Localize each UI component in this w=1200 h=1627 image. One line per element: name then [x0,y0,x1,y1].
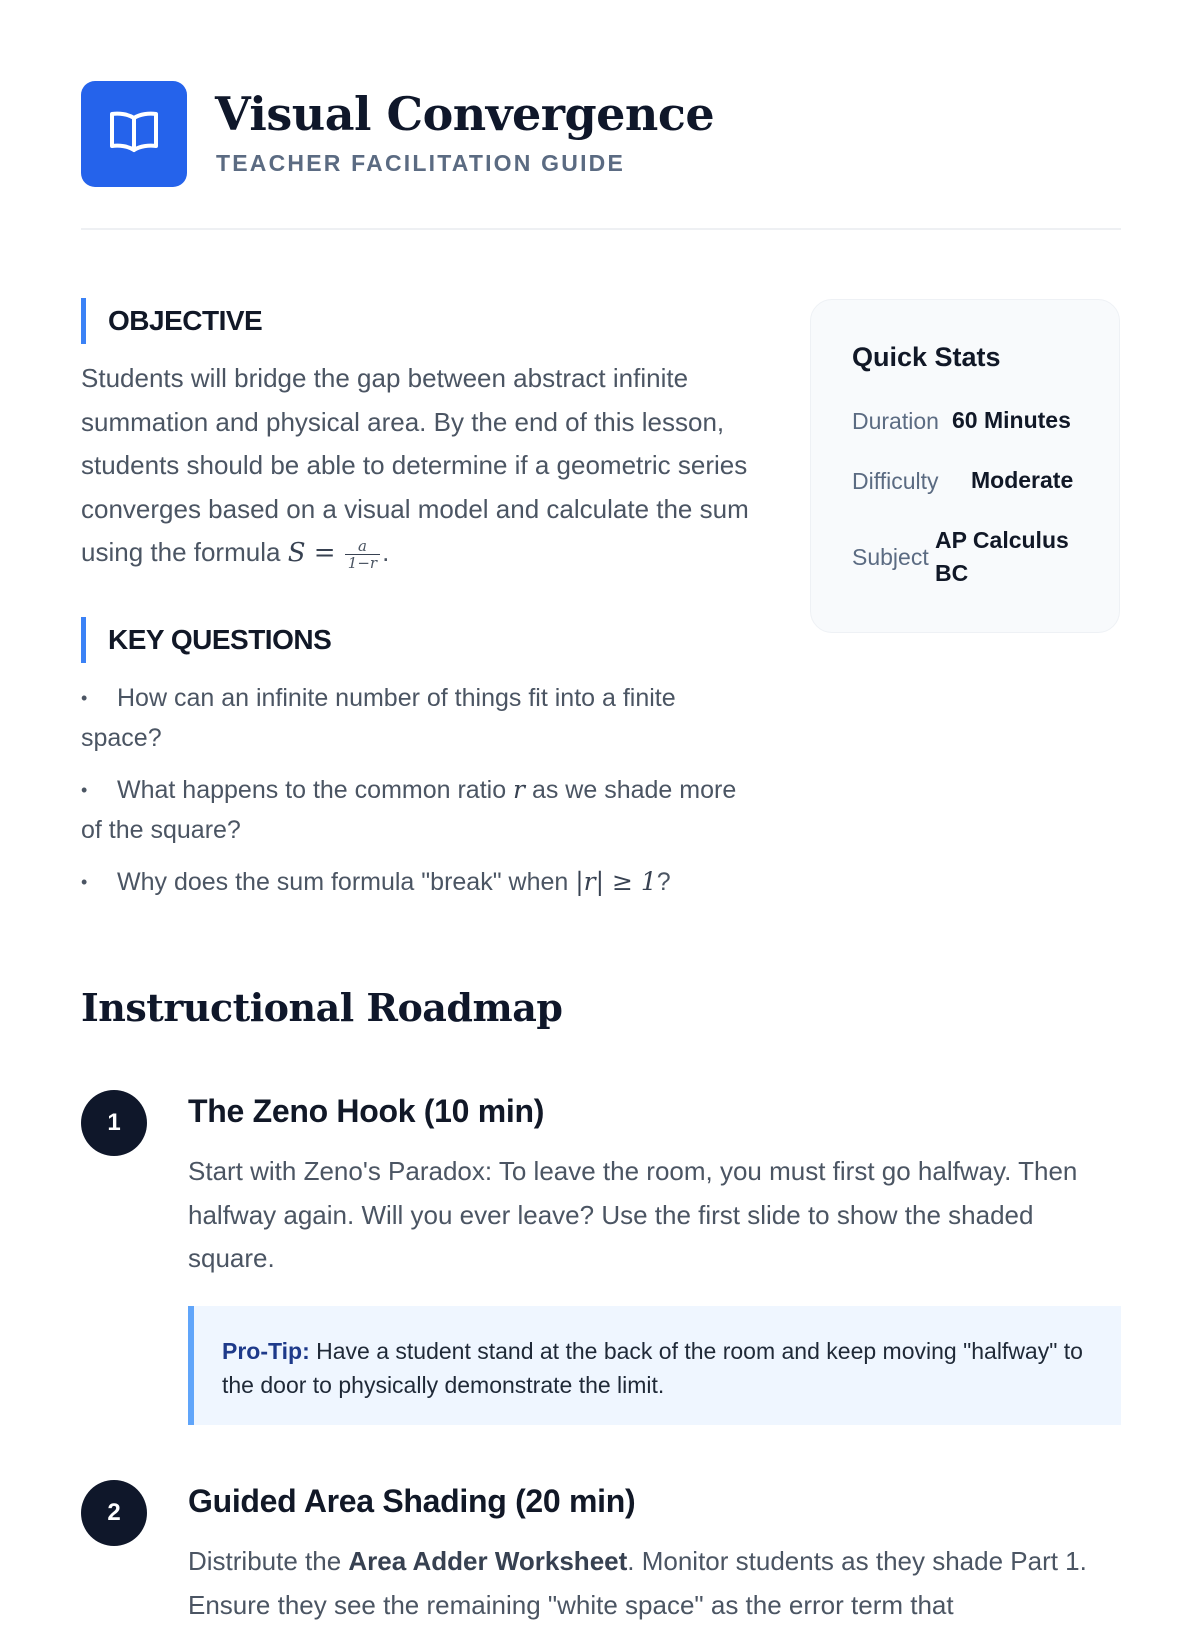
step-description: Start with Zeno's Paradox: To leave the room, you must first go halfway. Then halfway again. Will you ever leave? Use the first slide to show the shaded square. [188,1156,1078,1273]
quick-stats-card [810,299,1120,633]
header-divider [81,228,1121,230]
difficulty-label: Difficulty [852,468,939,494]
subject-label: Subject [852,544,929,570]
difficulty-value: Moderate [971,467,1074,493]
formula-fraction [345,538,380,571]
step-number-badge: 1 [81,1090,147,1156]
math-abs-r: |r| ≥ 1 [575,867,657,896]
page-subtitle: TEACHER FACILITATION GUIDE [216,150,626,176]
quick-stats-title: Quick Stats [852,342,1001,372]
subject-value: AP Calculus BC [935,527,1069,586]
step-description: Distribute the Area Adder Worksheet. Monitor students as they shade Part 1. Ensure they see the remaining "white space" as the error term that [188,1546,1087,1620]
step-title: The Zeno Hook (10 min) [188,1093,545,1129]
duration-value: 60 Minutes [952,407,1071,433]
open-book-icon [108,110,160,159]
formula-end: . [382,537,390,567]
objective-body: Students will bridge the gap between abstract infinite summation and physical area. By the end of this lesson, students should be able to determine if a geometric series converges based on a visual model and calculate the sum using the formula [81,363,749,567]
list-item: • How can an infinite number of things fit into a finite space? [81,684,676,752]
formula-lhs: S = [287,538,336,568]
page-title: Visual Convergence [215,87,715,141]
step-title: Guided Area Shading (20 min) [188,1483,636,1519]
key-questions-heading: KEY QUESTIONS [81,617,331,663]
worksheet-name: Area Adder Worksheet [348,1546,628,1576]
step-number-badge: 2 [81,1480,147,1546]
logo [81,81,187,187]
objective-text [81,357,771,576]
list-item: • What happens to the common ratio r as we shade more of the square? [81,775,737,844]
objective-heading: OBJECTIVE [81,298,262,344]
pro-tip-label: Pro-Tip: [222,1338,310,1364]
pro-tip-callout [188,1306,1121,1425]
math-r: r [513,775,525,804]
pro-tip-text: Have a student stand at the back of the room and keep moving "halfway" to the door to physically demonstrate the limit. [222,1338,1083,1398]
formula-numerator: a [345,538,380,555]
duration-label: Duration [852,408,939,434]
roadmap-title: Instructional Roadmap [81,985,563,1030]
guide-header [81,81,1121,231]
formula-denominator: 1−r [347,553,378,572]
list-item: • Why does the sum formula "break" when |r| ≥ 1? [81,867,671,896]
key-questions-list [81,678,761,914]
